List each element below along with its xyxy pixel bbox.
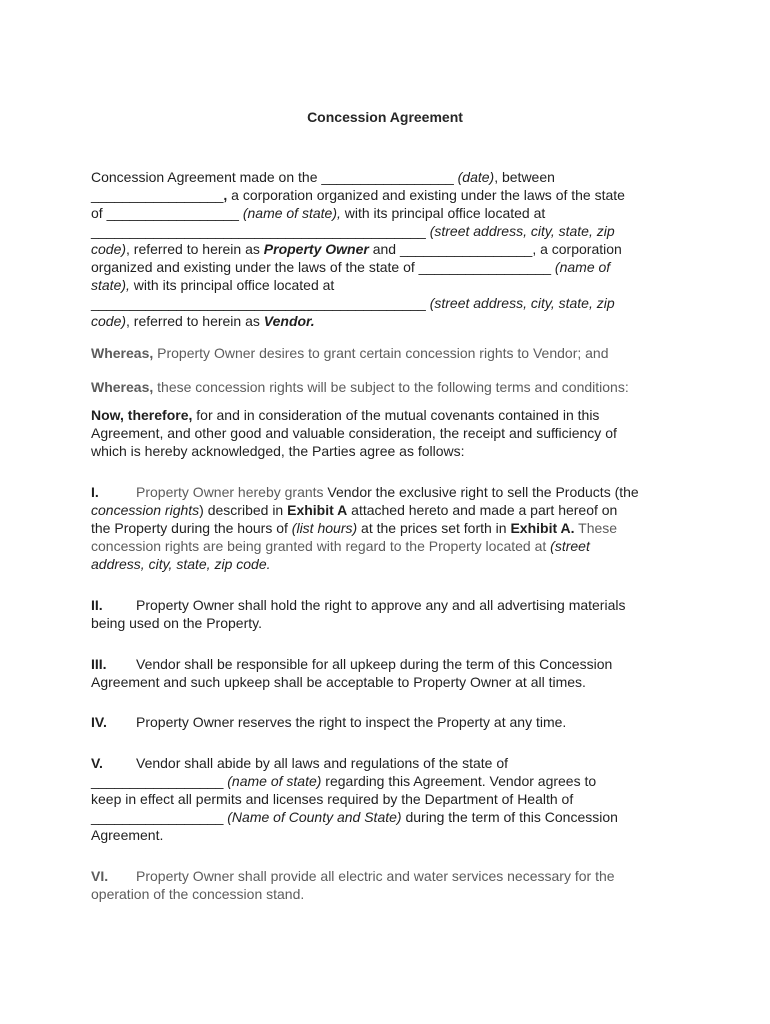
preamble-line <box>91 240 683 258</box>
blank-line: ___________________________________________ <box>91 295 430 311</box>
whereas-lead: Whereas, <box>91 345 154 361</box>
section-line <box>91 501 683 519</box>
name-of-state-placeholder: state), <box>91 277 130 293</box>
section-text: Property Owner shall provide all electric and water services necessary for the <box>136 868 615 884</box>
list-hours-placeholder: (list hours) <box>291 520 358 536</box>
section-number: VI. <box>91 868 109 884</box>
preamble-text: with its principal office located at <box>129 277 335 293</box>
address-placeholder: (street address, city, state, zip <box>429 223 615 239</box>
preamble-text: , between <box>494 169 555 185</box>
preamble-text: , <box>223 187 228 203</box>
section-text: These <box>574 520 618 536</box>
exhibit-a-reference: Exhibit A <box>287 502 348 518</box>
preamble-line <box>91 222 683 240</box>
document-title: Concession Agreement <box>307 109 463 125</box>
section-line <box>91 537 683 555</box>
preamble-text: Concession Agreement made on the _________________ <box>91 169 458 185</box>
section-text: Property Owner reserves the right to inspect the Property at any time. <box>136 714 567 730</box>
therefore-line: Agreement, and other good and valuable consideration, the receipt and sufficiency of <box>91 425 617 441</box>
preamble-text: organized and existing under the laws of the state of _________________ <box>91 259 555 275</box>
preamble-line <box>91 294 683 312</box>
section-line <box>91 772 683 790</box>
section-line <box>91 808 683 826</box>
section-4 <box>91 713 683 731</box>
address-placeholder: address, city, state, zip code. <box>91 556 271 572</box>
preamble-text: and _________________, a corporation <box>368 241 622 257</box>
section-text: regarding this Agreement. Vendor agrees to <box>321 773 597 789</box>
preamble-paragraph <box>91 168 683 330</box>
section-text: during the term of this Concession <box>401 809 618 825</box>
section-line <box>91 483 683 501</box>
section-text: concession rights are being granted with regard to the Property located at <box>91 538 551 554</box>
preamble-text: a corporation organized and existing under the laws of the state <box>227 187 625 203</box>
section-1 <box>91 483 683 573</box>
section-number: III. <box>91 656 107 672</box>
whereas-line <box>91 378 683 396</box>
section-text: at the prices set forth in <box>357 520 511 536</box>
therefore-lead: Now, therefore, <box>91 407 193 423</box>
section-text: Property Owner hereby grants <box>136 484 324 500</box>
section-line: Agreement. <box>91 827 164 843</box>
section-text: ) described in <box>199 502 288 518</box>
section-2 <box>91 596 683 632</box>
property-owner-term: Property Owner <box>263 241 369 257</box>
section-line <box>91 655 683 673</box>
name-of-state-placeholder: (name of state), <box>242 205 341 221</box>
section-number: V. <box>91 755 103 771</box>
section-number: IV. <box>91 714 107 730</box>
section-line: Agreement and such upkeep shall be acceptable to Property Owner at all times. <box>91 674 586 690</box>
section-line <box>91 713 683 731</box>
section-text: Vendor shall abide by all laws and regulations of the state of <box>136 755 509 771</box>
exhibit-a-reference: Exhibit A. <box>510 520 575 536</box>
therefore-paragraph <box>91 406 683 460</box>
whereas-paragraph-1 <box>91 344 683 362</box>
name-of-state-placeholder: (name of state) <box>227 773 322 789</box>
date-placeholder: (date) <box>457 169 495 185</box>
address-placeholder: (street <box>550 538 590 554</box>
section-text: the Property during the hours of <box>91 520 292 536</box>
name-of-state-placeholder: (name of <box>554 259 611 275</box>
county-state-placeholder: (Name of County and State) <box>227 809 402 825</box>
preamble-line <box>91 168 683 186</box>
section-line <box>91 867 683 885</box>
therefore-line <box>91 406 683 424</box>
section-line <box>91 596 683 614</box>
preamble-line <box>91 186 683 204</box>
whereas-line <box>91 344 683 362</box>
section-line: keep in effect all permits and licenses required by the Department of Health of <box>91 791 574 807</box>
section-text: Property Owner shall hold the right to approve any and all advertising materials <box>136 597 626 613</box>
section-text: attached hereto and made a part hereof on <box>347 502 618 518</box>
section-line <box>91 519 683 537</box>
section-number: II. <box>91 597 103 613</box>
section-6 <box>91 867 683 903</box>
preamble-line <box>91 258 683 276</box>
section-3 <box>91 655 683 691</box>
preamble-text: , referred to herein as <box>126 313 264 329</box>
whereas-text: these concession rights will be subject to the following terms and conditions: <box>153 379 629 395</box>
blank-line: _________________ <box>91 809 228 825</box>
section-text: Vendor shall be responsible for all upkeep during the term of this Concession <box>136 656 613 672</box>
address-placeholder: code) <box>91 241 127 257</box>
whereas-text: Property Owner desires to grant certain concession rights to Vendor; and <box>153 345 609 361</box>
section-text: Vendor the exclusive right to sell the Products (the <box>323 484 639 500</box>
section-line <box>91 754 683 772</box>
section-5 <box>91 754 683 844</box>
blank-line: _________________ <box>91 773 228 789</box>
preamble-line <box>91 276 683 294</box>
blank-line: ___________________________________________ <box>91 223 430 239</box>
vendor-term: Vendor. <box>263 313 315 329</box>
preamble-text: , referred to herein as <box>126 241 264 257</box>
therefore-line: which is hereby acknowledged, the Parties agree as follows: <box>91 443 465 459</box>
address-placeholder: (street address, city, state, zip <box>429 295 615 311</box>
preamble-text: with its principal office located at <box>340 205 546 221</box>
address-placeholder: code) <box>91 313 127 329</box>
blank-line: _________________ <box>91 187 224 203</box>
section-line: being used on the Property. <box>91 615 262 631</box>
preamble-line <box>91 312 683 330</box>
preamble-line <box>91 204 683 222</box>
concession-rights-term: concession rights <box>91 502 200 518</box>
whereas-lead: Whereas, <box>91 379 154 395</box>
section-line: operation of the concession stand. <box>91 886 305 902</box>
preamble-text: of _________________ <box>91 205 243 221</box>
whereas-paragraph-2 <box>91 378 683 396</box>
therefore-text: for and in consideration of the mutual covenants contained in this <box>192 407 600 423</box>
section-number: I. <box>91 484 99 500</box>
